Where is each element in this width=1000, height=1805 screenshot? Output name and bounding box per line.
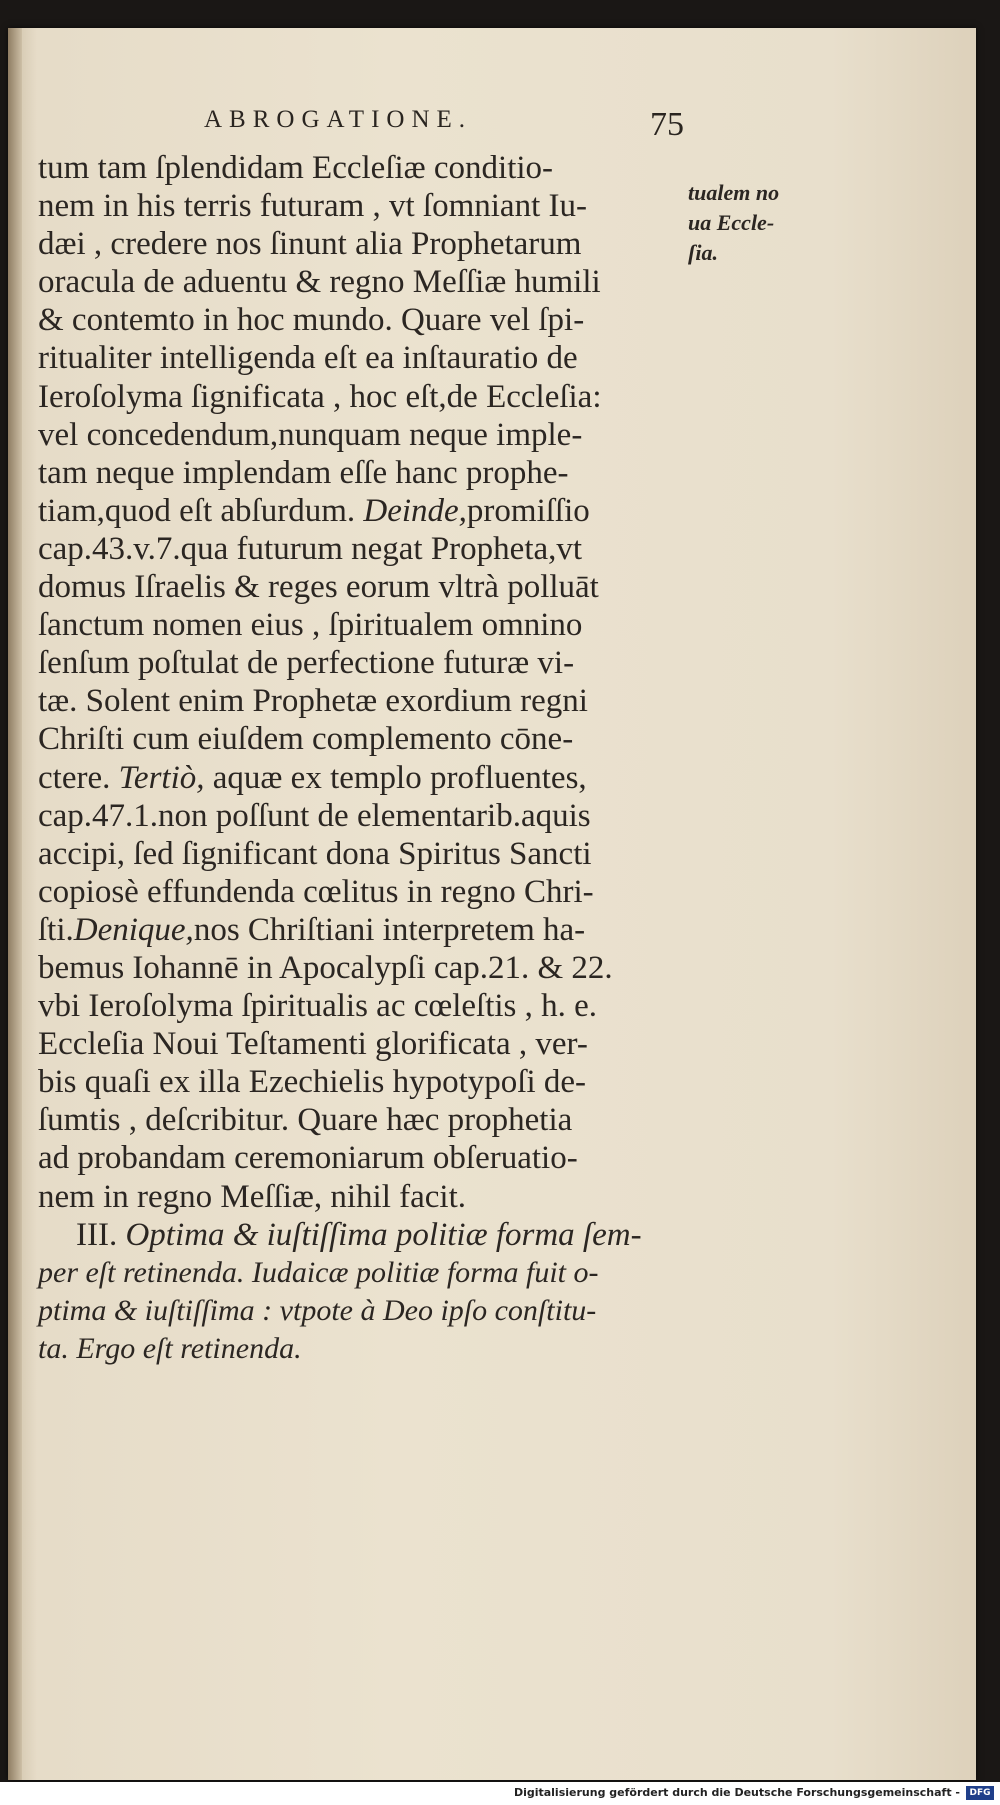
text-segment: nos Chriſtiani interpretem ha- [193,911,586,948]
text-segment: ctere. [38,759,111,796]
text-line: domus Iſraelis & reges eorum vltrà polluāt [38,569,599,606]
text-line: ſenſum poſtulat de perfectione futuræ vi- [38,645,575,682]
text-line: ptima & iuſtiſſima : vtpote à Deo ipſo conſtitu- [38,1293,597,1327]
emphasis-tertio: Tertiò, [118,759,205,796]
margin-note-line: tualem no [688,180,780,205]
text-line: & contemto in hoc mundo. Quare vel ſpi- [38,302,585,339]
text-line: ſumtis , deſcribitur. Quare hæc prophetia [38,1102,573,1139]
text-segment: tiam,quod eſt abſurdum. [38,492,356,529]
text-line [38,759,678,797]
text-line: nem in regno Meſſiæ, nihil facit. [38,1178,467,1215]
emphasis-deinde: Deinde, [363,492,467,529]
text-line: Eccleſia Noui Teſtamenti glorificata , ver- [38,1026,588,1063]
margin-note-line: ua Eccle- [688,210,775,235]
text-line: Chriſti cum eiuſdem complemento cōne- [38,721,574,758]
text-line: ad probandam ceremoniarum obſeruatio- [38,1140,578,1177]
paragraph-numeral: III. [76,1216,118,1253]
margin-note-line: ſia. [688,240,718,265]
syllogism-text: Optima & iuſtiſſima politiæ forma ſem- [125,1216,642,1253]
text-segment: aquæ ex templo profluentes, [212,759,587,796]
body-text [38,149,678,1368]
text-segment: ſti. [38,911,74,948]
text-line: bis quaſi ex illa Ezechielis hypotypoſi de- [38,1064,587,1101]
text-line: ritualiter intelligenda eſt ea inſtauratio de [38,340,578,377]
text-line: per eſt retinenda. Iudaicæ politiæ forma fuit o- [38,1255,599,1289]
running-head: ABROGATIONE. [204,106,473,133]
text-line: bemus Iohannē in Apocalypſi cap.21. & 22. [38,949,613,986]
text-line: vel concedendum,nunquam neque imple- [38,416,583,453]
text-line [38,911,678,949]
text-line: copiosè effundenda cœlitus in regno Chri- [38,873,594,910]
margin-note [688,178,818,268]
page-number: 75 [650,106,684,143]
dfg-logo: DFG [966,1786,994,1800]
text-line [38,492,678,530]
text-line: vbi Ieroſolyma ſpiritualis ac cœleſtis , h. e. [38,988,598,1025]
text-segment: promiſſio [466,492,590,529]
text-line: nem in his terris futuram , vt ſomniant Iu- [38,188,587,225]
text-line: tam neque implendam eſſe hanc prophe- [38,454,569,491]
text-line: oracula de aduentu & regno Meſſiæ humili [38,264,601,301]
text-line: cap.47.1.non poſſunt de elementarib.aquis [38,797,591,834]
text-line: dæi , credere nos ſinunt alia Prophetarum [38,226,582,263]
book-page [8,28,976,1780]
text-line: ta. Ergo eſt retinenda. [38,1331,302,1365]
funding-credit: Digitalisierung gefördert durch die Deutsche Forschungsgemeinschaft - [513,1786,960,1799]
emphasis-denique: Denique, [73,911,194,948]
text-line: ſanctum nomen eius , ſpiritualem omnino [38,607,583,644]
text-line: tum tam ſplendidam Eccleſiæ conditio- [38,150,554,186]
text-line: Ieroſolyma ſignificata , hoc eſt,de Eccleſia: [38,378,602,415]
text-line [38,1216,678,1254]
text-line: accipi, ſed ſignificant dona Spiritus Sancti [38,835,592,872]
page-gutter [8,28,22,1780]
text-line: tæ. Solent enim Prophetæ exordium regni [38,683,588,720]
text-line: cap.43.v.7.qua futurum negat Propheta,vt [38,530,583,567]
footer-bar [0,1782,1000,1805]
